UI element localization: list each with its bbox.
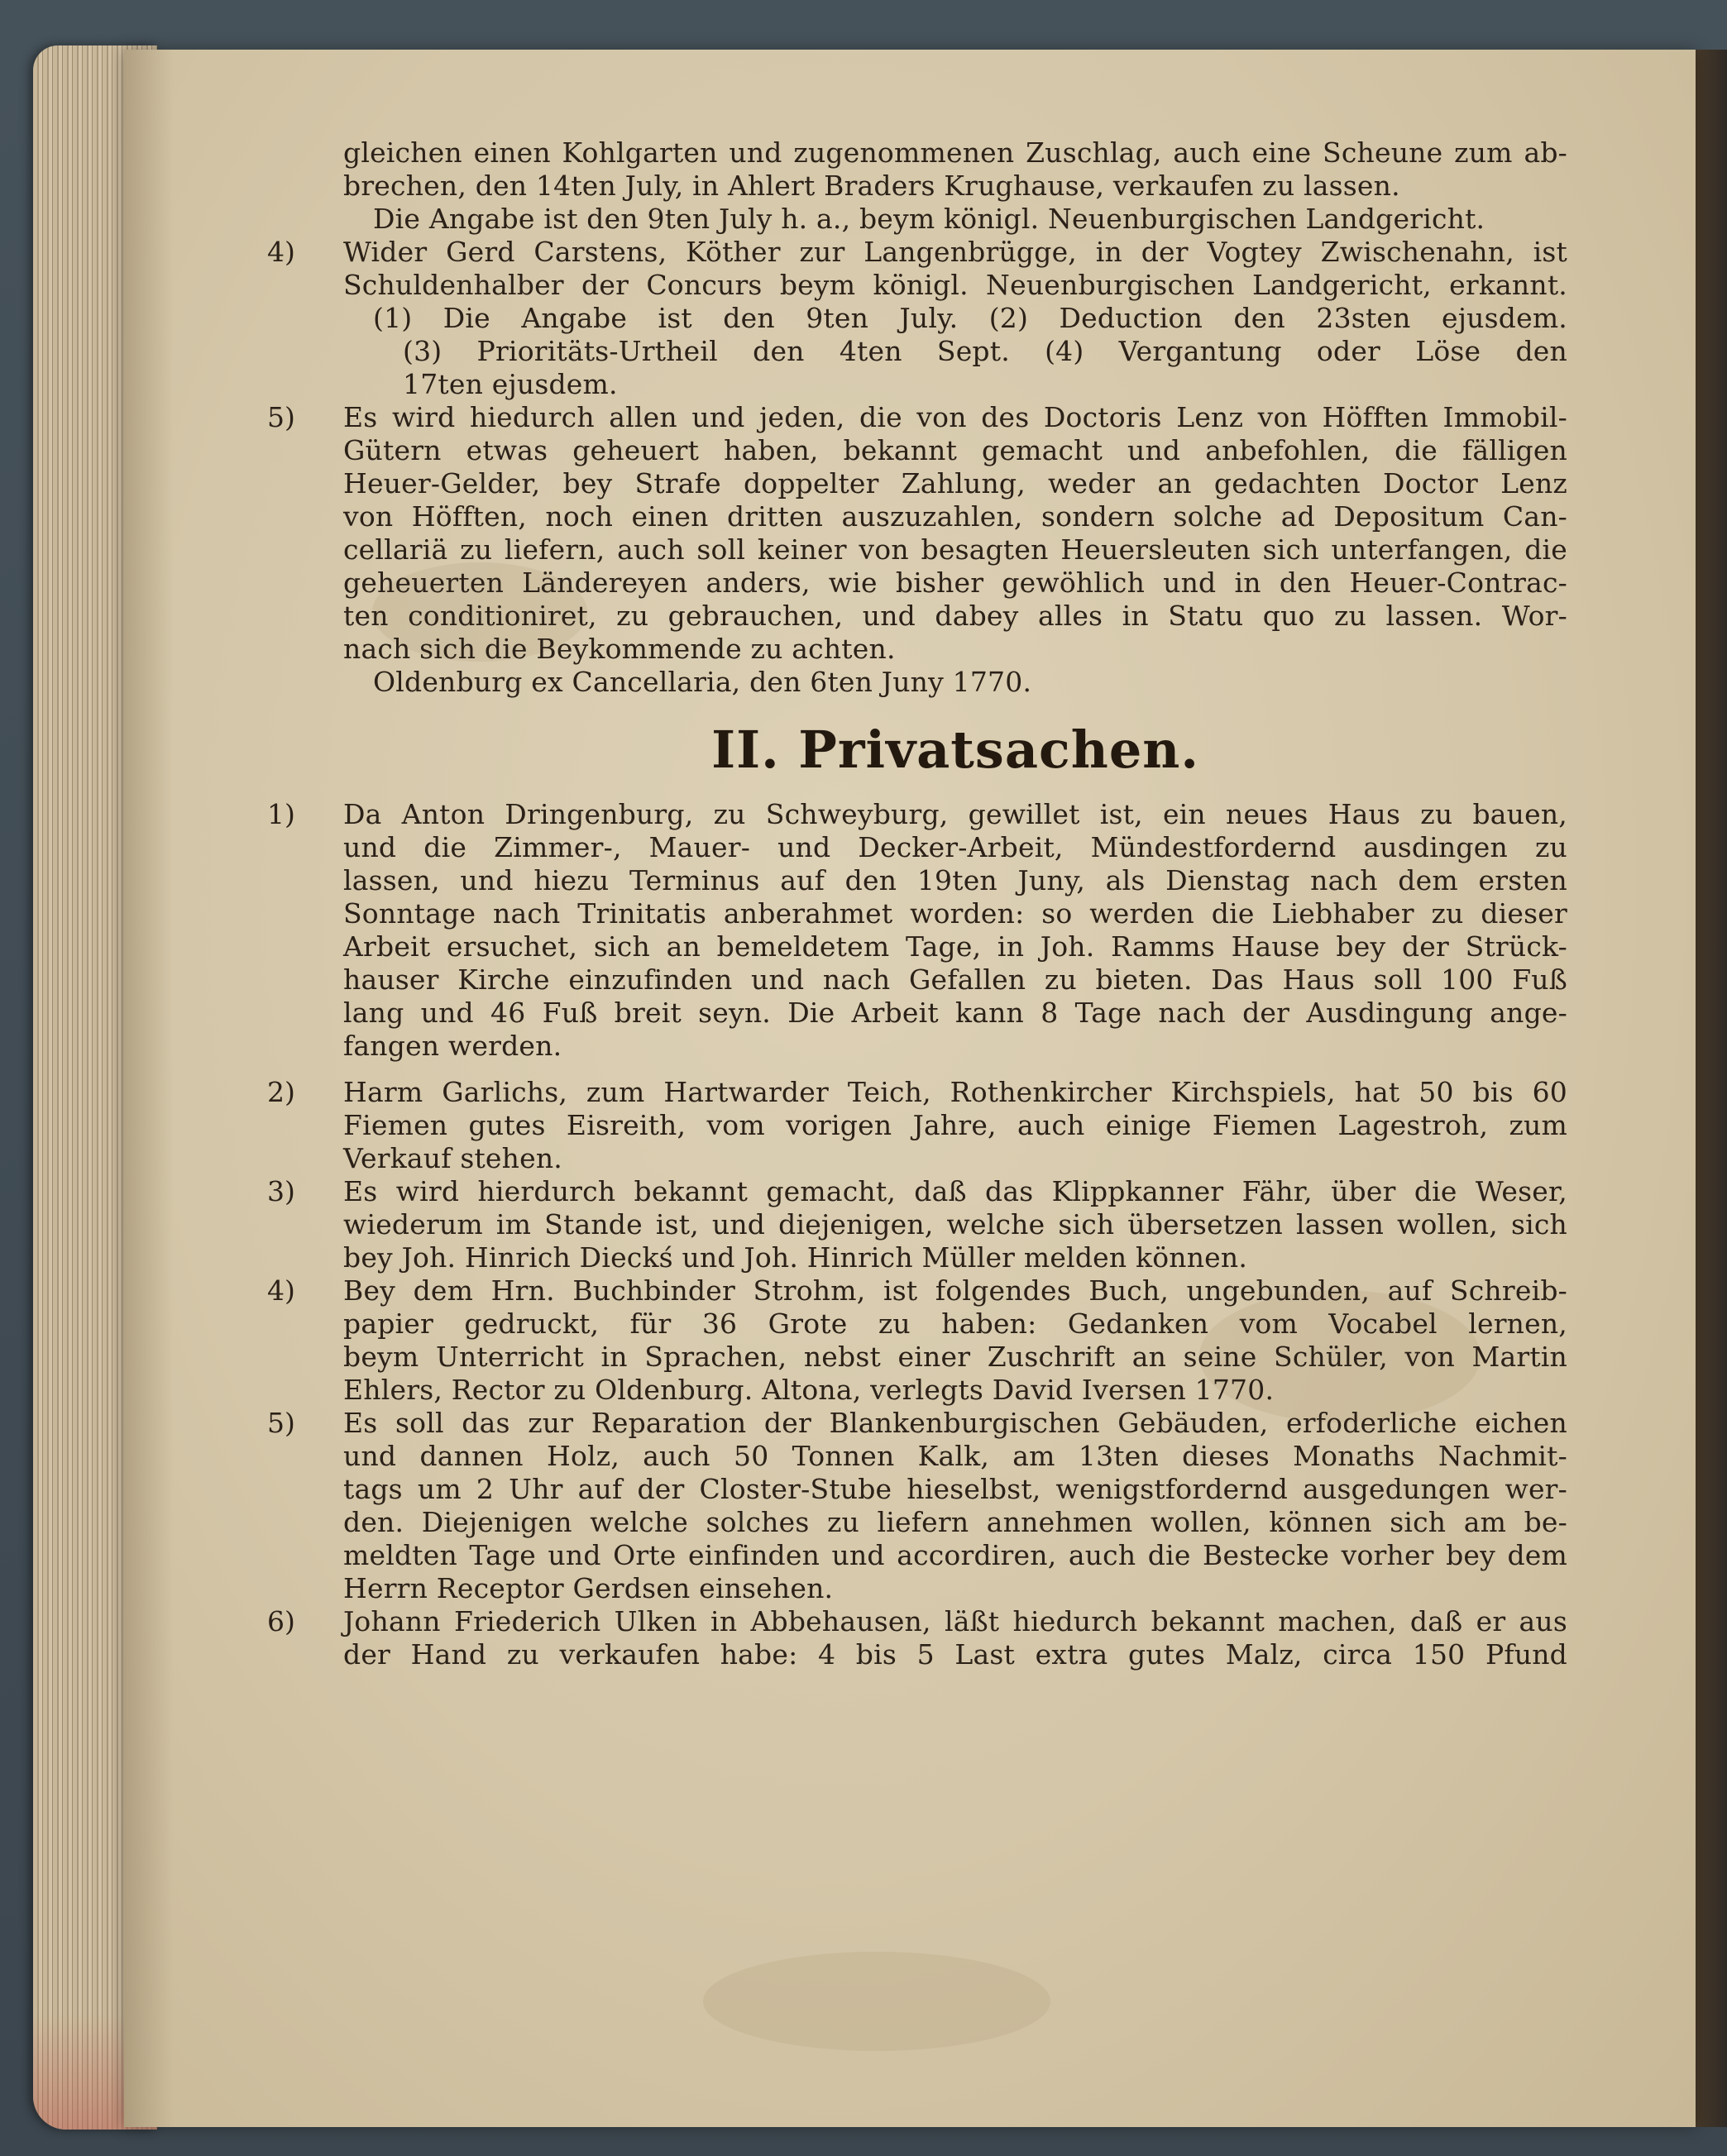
text-line: Es soll das zur Reparation der Blankenburgischen Gebäuden, erfoderliche eichen — [343, 1407, 1567, 1439]
paper-stain — [703, 1952, 1050, 2051]
entry-number: 3) — [267, 1175, 295, 1207]
text-line: und dannen Holz, auch 50 Tonnen Kalk, am 13ten dieses Monaths Nachmit- — [343, 1440, 1567, 1472]
page-text — [267, 136, 1567, 1671]
private-entry-5 — [267, 1407, 1567, 1605]
entry-number: 4) — [267, 236, 295, 268]
text-line: der Hand zu verkaufen habe: 4 bis 5 Last extra gutes Malz, circa 150 Pfund — [343, 1638, 1567, 1671]
text-line: Herrn Receptor Gerdsen einsehen. — [343, 1572, 834, 1604]
text-line: lang und 46 Fuß breit seyn. Die Arbeit kann 8 Tage nach der Ausdingung ange- — [343, 997, 1567, 1029]
text-line: Fiemen gutes Eisreith, vom vorigen Jahre, auch einige Fiemen Lagestroh, zum — [343, 1109, 1567, 1141]
text-line: Verkauf stehen. — [343, 1142, 562, 1174]
text-line: fangen werden. — [343, 1030, 562, 1062]
private-entry-4 — [267, 1274, 1567, 1407]
private-entry-1 — [267, 798, 1567, 1063]
text-line: Arbeit ersuchet, sich an bemeldetem Tage, in Joh. Ramms Hause bey der Strück- — [343, 930, 1567, 963]
text-line: Heuer-Gelder, bey Strafe doppelter Zahlung, weder an gedachten Doctor Lenz — [343, 467, 1567, 500]
text-line: Es wird hiedurch allen und jeden, die von des Doctoris Lenz von Höfften Immobil- — [343, 401, 1567, 433]
entry-number: 6) — [267, 1605, 295, 1637]
entry-number: 2) — [267, 1076, 295, 1108]
text-line: papier gedruckt, für 36 Grote zu haben: Gedanken vom Vocabel lernen, — [343, 1307, 1567, 1340]
private-entry-3 — [267, 1175, 1567, 1274]
text-line: Schuldenhalber der Concurs beym königl. Neuenburgischen Landgericht, erkannt. — [343, 269, 1567, 301]
text-line: Da Anton Dringenburg, zu Schweyburg, gewillet ist, ein neues Haus zu bauen, — [343, 798, 1567, 830]
text-line: Gütern etwas geheuert haben, bekannt gemacht und anbefohlen, die fälligen — [343, 434, 1567, 466]
text-line: den. Diejenigen welche solches zu liefern annehmen wollen, können sich am be- — [343, 1506, 1567, 1538]
entry-number: 5) — [267, 1407, 295, 1439]
text-line: Ehlers, Rector zu Oldenburg. Altona, verlegts David Iversen 1770. — [343, 1374, 1275, 1406]
dateline: Oldenburg ex Cancellaria, den 6ten Juny 1770. — [373, 666, 1032, 698]
text-line: hauser Kirche einzufinden und nach Gefallen zu bieten. Das Haus soll 100 Fuß — [343, 963, 1567, 996]
text-line: beym Unterricht in Sprachen, nebst einer Zuschrift an seine Schüler, von Martin — [343, 1341, 1567, 1373]
entry-number: 1) — [267, 798, 295, 830]
text-line: Johann Friederich Ulken in Abbehausen, läßt hiedurch bekannt machen, daß er aus — [343, 1605, 1567, 1637]
private-entry-2 — [267, 1076, 1567, 1175]
text-line: (3) Prioritäts-Urtheil den 4ten Sept. (4) Vergantung oder Löse den — [403, 335, 1567, 367]
section-heading: II. Privatsachen. — [711, 719, 1199, 780]
text-line: Die Angabe ist den 9ten July h. a., beym königl. Neuenburgischen Landgericht. — [373, 203, 1485, 235]
text-line: ten conditioniret, zu gebrauchen, und dabey alles in Statu quo zu lassen. Wor- — [343, 600, 1567, 632]
text-line: tags um 2 Uhr auf der Closter-Stube hieselbst, wenigstfordernd ausgedungen wer- — [343, 1473, 1567, 1505]
text-line: geheuerten Ländereyen anders, wie bisher gewöhlich und in den Heuer-Contrac- — [343, 566, 1567, 599]
text-line: lassen, und hiezu Terminus auf den 19ten Juny, als Dienstag nach dem ersten — [343, 864, 1567, 896]
text-line: Harm Garlichs, zum Hartwarder Teich, Rothenkircher Kirchspiels, hat 50 bis 60 — [343, 1076, 1567, 1108]
text-line: cellariä zu liefern, auch soll keiner von besagten Heuersleuten sich unterfangen, die — [343, 533, 1567, 566]
private-entry-6 — [267, 1605, 1567, 1671]
text-line: (1) Die Angabe ist den 9ten July. (2) Deduction den 23sten ejusdem. — [373, 302, 1567, 334]
text-line: wiederum im Stande ist, und diejenigen, welche sich übersetzen lassen wollen, sich — [343, 1208, 1567, 1241]
text-line: Wider Gerd Carstens, Köther zur Langenbrügge, in der Vogtey Zwischenahn, ist — [343, 236, 1567, 268]
official-entry-4 — [267, 236, 1567, 401]
text-line: und die Zimmer-, Mauer- und Decker-Arbeit, Mündestfordernd ausdingen zu — [343, 831, 1567, 863]
entry-number: 5) — [267, 401, 295, 433]
text-line: meldten Tage und Orte einfinden und accordiren, auch die Bestecke vorher bey dem — [343, 1539, 1567, 1571]
text-line: bey Joh. Hinrich Dieckś und Joh. Hinrich Müller melden können. — [343, 1241, 1248, 1274]
text-line: nach sich die Beykommende zu achten. — [343, 633, 896, 665]
text-line: Es wird hierdurch bekannt gemacht, daß das Klippkanner Fähr, über die Weser, — [343, 1175, 1567, 1207]
text-line: gleichen einen Kohlgarten und zugenommenen Zuschlag, auch eine Scheune zum ab- — [343, 136, 1567, 169]
text-line: Bey dem Hrn. Buchbinder Strohm, ist folgendes Buch, ungebunden, auf Schreib- — [343, 1274, 1567, 1307]
intro-paragraph — [343, 136, 1567, 236]
text-line: 17ten ejusdem. — [403, 368, 618, 400]
text-line: brechen, den 14ten July, in Ahlert Braders Krughause, verkaufen zu lassen. — [343, 170, 1400, 202]
spacer — [343, 1063, 1567, 1076]
text-line: von Höfften, noch einen dritten auszuzahlen, sondern solche ad Depositum Can- — [343, 500, 1567, 533]
entry-number: 4) — [267, 1274, 295, 1307]
official-entry-5 — [267, 401, 1567, 666]
text-line: Sonntage nach Trinitatis anberahmet worden: so werden die Liebhaber zu dieser — [343, 897, 1567, 930]
